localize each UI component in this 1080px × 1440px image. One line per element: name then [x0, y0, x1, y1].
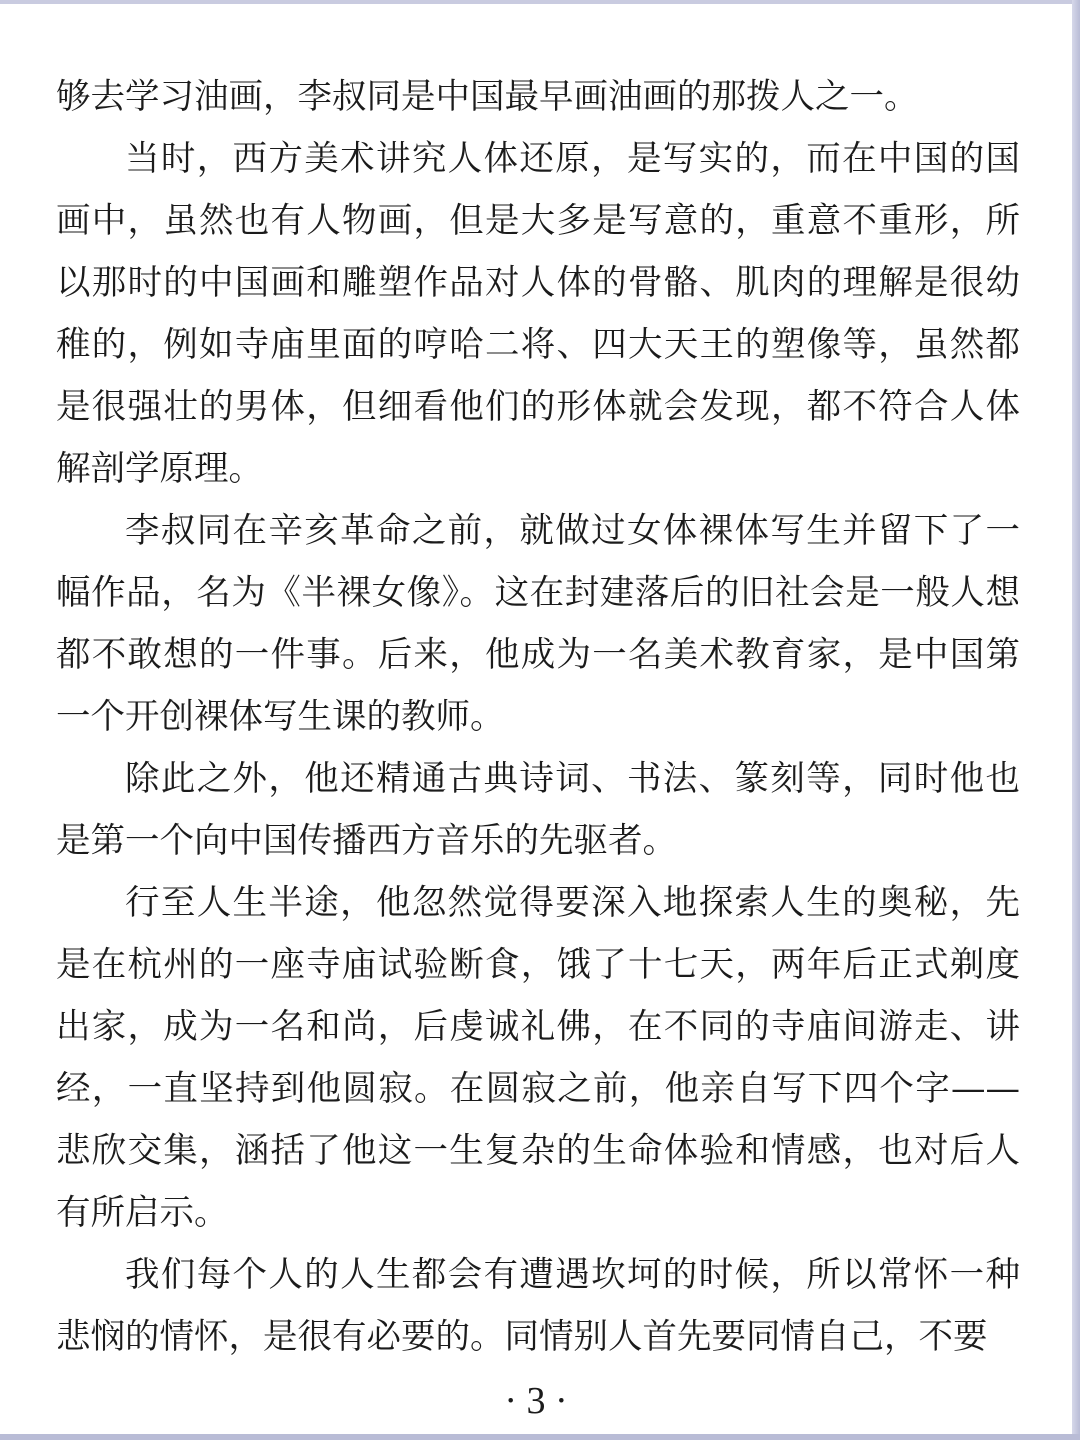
page-edge-right	[1072, 0, 1080, 1440]
paragraph-5: 行至人生半途，他忽然觉得要深入地探索人生的奥秘，先是在杭州的一座寺庙试验断食，饿了十七天，两年后正式剃度出家，成为一名和尚，后虔诚礼佛，在不同的寺庙间游走、讲经，一直坚持到他圆寂。在圆寂之前，他亲自写下四个字——悲欣交集，涵括了他这一生复杂的生命体验和情感，也对后人有所启示。	[56, 883, 1020, 1233]
paragraph-4: 除此之外，他还精通古典诗词、书法、篆刻等，同时他也是第一个向中国传播西方音乐的先驱者。	[56, 759, 1020, 861]
document-page	[0, 4, 1072, 1434]
body-text	[56, 66, 1020, 1368]
page-number: · 3 ·	[504, 1380, 568, 1422]
paragraph-1: 够去学习油画，李叔同是中国最早画油画的那拨人之一。	[56, 77, 919, 117]
page-edge-bottom	[0, 1434, 1080, 1440]
paragraph-6: 我们每个人的人生都会有遭遇坎坷的时候，所以常怀一种悲悯的情怀，是很有必要的。同情别人首先要同情自己，不要	[56, 1255, 1020, 1357]
paragraph-2: 当时，西方美术讲究人体还原，是写实的，而在中国的国画中，虽然也有人物画，但是大多是写意的，重意不重形，所以那时的中国画和雕塑作品对人体的骨骼、肌肉的理解是很幼稚的，例如寺庙里面的哼哈二将、四大天王的塑像等，虽然都是很强壮的男体，但细看他们的形体就会发现，都不符合人体解剖学原理。	[56, 139, 1020, 489]
paragraph-3: 李叔同在辛亥革命之前，就做过女体裸体写生并留下了一幅作品，名为《半裸女像》。这在封建落后的旧社会是一般人想都不敢想的一件事。后来，他成为一名美术教育家，是中国第一个开创裸体写生课的教师。	[56, 511, 1020, 737]
